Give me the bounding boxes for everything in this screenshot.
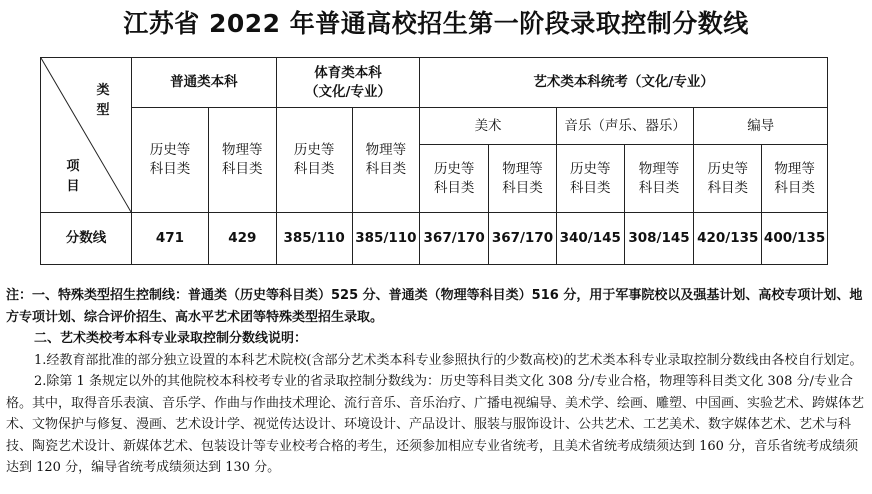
score-cell: 429 xyxy=(208,213,276,265)
col-header: 物理等 科目类 xyxy=(624,145,694,213)
col-header: 物理等 科目类 xyxy=(352,108,420,213)
score-table xyxy=(40,57,828,265)
note-art-item-1: 1.经教育部批准的部分独立设置的本科艺术院校(含部分艺术类本科专业参照执行的少数高校)的艺术类本科专业录取控制分数线由各校自行划定。 xyxy=(34,352,863,368)
sub-header-biandao: 编导 xyxy=(694,108,828,145)
score-cell: 400/135 xyxy=(762,213,828,265)
note-art-item-2: 2.除第 1 条规定以外的其他院校本科校考专业的省录取控制分数线为：历史等科目类文化 308 分/专业合格，物理等科目类文化 308 分/专业合格。其中，取得音乐表演、音乐学、作曲与作曲技术理论、流行音乐、音乐治疗、广播电视编导、美术学、绘画、雕塑、中国画、实验艺术、跨媒体艺术、文物保护与修复、漫画、艺术设计学、视觉传达设计、环境设计、产品设计、服装与服饰设计、公共艺术、工艺美术、数字媒体艺术、艺术与科技、陶瓷艺术设计、新媒体艺术、包装设计等专业校考合格的考生，还须参加相应专业省统考，且美术省统考成绩须达到 160 分，音乐省统考成绩须达到 120 分，编导省统考成绩须达到 130 分。 xyxy=(6,374,865,475)
sub-header-yinyue: 音乐（声乐、器乐） xyxy=(556,108,694,145)
col-header: 物理等 科目类 xyxy=(489,145,557,213)
sub-header-meishu: 美术 xyxy=(420,108,557,145)
score-cell: 385/110 xyxy=(276,213,352,265)
corner-type-label: 类型 xyxy=(96,83,110,118)
page-title: 江苏省 2022 年普通高校招生第一阶段录取控制分数线 xyxy=(123,9,749,38)
score-cell: 367/170 xyxy=(489,213,557,265)
col-header: 历史等 科目类 xyxy=(556,145,624,213)
corner-item-label: 项目 xyxy=(66,159,80,194)
group-header-yishu: 艺术类本科统考（文化/专业） xyxy=(420,58,828,108)
corner-header-cell xyxy=(41,58,132,213)
score-cell: 420/135 xyxy=(694,213,762,265)
col-header: 历史等 科目类 xyxy=(132,108,209,213)
col-header: 历史等 科目类 xyxy=(420,145,489,213)
note-special-control-line: 注：一、特殊类型招生控制线：普通类（历史等科目类）525 分、普通类（物理等科目类）516 分，用于军事院校以及强基计划、高校专项计划、地方专项计划、综合评价招生、高水平艺术团等特殊类型招生录取。 xyxy=(6,288,863,325)
group-header-tiyu: 体育类本科 （文化/专业） xyxy=(276,58,420,108)
col-header: 物理等 科目类 xyxy=(208,108,276,213)
col-header: 历史等 科目类 xyxy=(694,145,762,213)
score-cell: 367/170 xyxy=(420,213,489,265)
score-cell: 340/145 xyxy=(556,213,624,265)
group-header-putong: 普通类本科 xyxy=(132,58,277,108)
score-cell: 471 xyxy=(132,213,209,265)
diagonal-line xyxy=(41,58,131,212)
note-art-heading: 二、艺术类校考本科专业录取控制分数线说明： xyxy=(34,331,308,346)
notes-section xyxy=(6,285,866,479)
col-header: 物理等 科目类 xyxy=(762,145,828,213)
row-label: 分数线 xyxy=(41,213,132,265)
score-cell: 385/110 xyxy=(352,213,420,265)
col-header: 历史等 科目类 xyxy=(276,108,352,213)
score-cell: 308/145 xyxy=(624,213,694,265)
